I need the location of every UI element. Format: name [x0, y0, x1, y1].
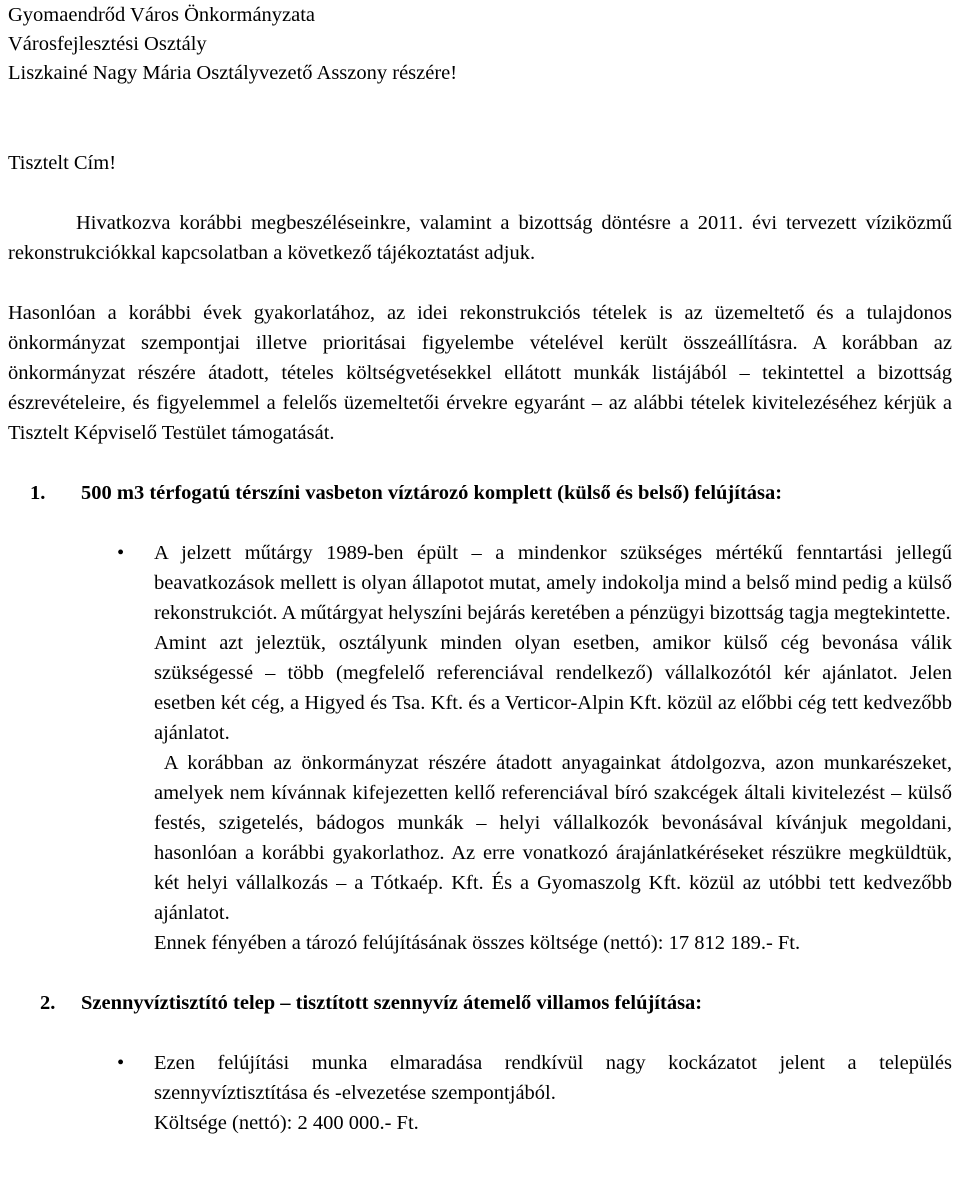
section-heading — [8, 478, 952, 508]
list-item — [8, 538, 952, 628]
salutation: Tisztelt Cím! — [8, 152, 117, 174]
section-continuation — [8, 628, 958, 958]
bullet-icon: • — [117, 542, 125, 564]
section-number: 2. — [40, 992, 56, 1014]
cost-line: Költsége (nettó): 2 400 000.- Ft. — [154, 1112, 419, 1134]
list-item — [8, 1048, 952, 1108]
section-title: 500 m3 térfogatú térszíni vasbeton víztározó komplett (külső és belső) felújítása: — [81, 482, 783, 504]
continuation-paragraph: A korábban az önkormányzat részére átadott anyagainkat átdolgozva, azon munkarészeket, amelyek nem kívánnak kifejezetten kellő referenciával bíró szakcégek általi kivitelezést – külső festés, szigetelés, bádogos munkák – helyi vállalkozók bevonásával kívánjuk megoldani, hasonlóan a korábbi gyakorlathoz. Az erre vonatkozó árajánlatkéréseket részükre megküldtük, két helyi vállalkozás – a Tótkaép. Kft. És a Gyomaszolg Kft. közül az utóbbi tett kedvezőbb ajánlatot. — [154, 752, 958, 924]
intro-paragraph: Hivatkozva korábbi megbeszéléseinkre, valamint a bizottság döntésre a 2011. évi tervezett víziközmű rekonstrukciókkal kapcsolatban a következő tájékoztatást adjuk. — [8, 212, 952, 264]
section-title: Szennyvíztisztító telep – tisztított szennyvíz átemelő villamos felújítása: — [81, 992, 703, 1014]
bullet-text: A jelzett műtárgy 1989-ben épült – a mindenkor szükséges mértékű fenntartási jellegű beavatkozások mellett is olyan állapotot mutat, amely indokolja mind a belső mind pedig a külső rekonstrukciót. A műtárgyat helyszíni bejárás keretében a pénzügyi bizottság tagja megtekintette. — [154, 542, 952, 624]
cost-line: Ennek fényében a tározó felújításának összes költsége (nettó): 17 812 189.- Ft. — [154, 932, 801, 954]
section-heading — [8, 988, 952, 1018]
bullet-icon: • — [117, 1052, 125, 1074]
recipient-address — [8, 1, 952, 88]
letter-page — [8, 0, 958, 1138]
section-continuation — [8, 1108, 952, 1138]
continuation-paragraph: Amint azt jeleztük, osztályunk minden olyan esetben, amikor külső cég bevonása válik szükségessé – több (megfelelő referenciával rendelkező) vállalkozótól kér ajánlatot. Jelen esetben két cég, a Higyed és Tsa. Kft. és a Verticor-Alpin Kft. közül az előbbi cég tett kedvezőbb ajánlatot. — [154, 632, 952, 744]
section-number: 1. — [30, 482, 46, 504]
address-line: Liszkainé Nagy Mária Osztályvezető Asszony részére! — [8, 62, 458, 84]
address-line: Gyomaendrőd Város Önkormányzata — [8, 4, 316, 26]
context-paragraph: Hasonlóan a korábbi évek gyakorlatához, az idei rekonstrukciós tételek is az üzemeltető és a tulajdonos önkormányzat szempontjai illetve prioritásai figyelembe vételével került összeállításra. A korábban az önkormányzat részére átadott, tételes költségvetésekkel ellátott munkák listájából – tekintettel a bizottság észrevételeire, és figyelemmel a felelős üzemeltetői érvekre egyaránt – az alábbi tételek kivitelezéséhez kérjük a Tisztelt Képviselő Testület támogatását. — [8, 302, 952, 444]
address-line: Városfejlesztési Osztály — [8, 33, 207, 55]
bullet-text: Ezen felújítási munka elmaradása rendkívül nagy kockázatot jelent a település szennyvíztisztítása és -elvezetése szempontjából. — [154, 1052, 952, 1104]
